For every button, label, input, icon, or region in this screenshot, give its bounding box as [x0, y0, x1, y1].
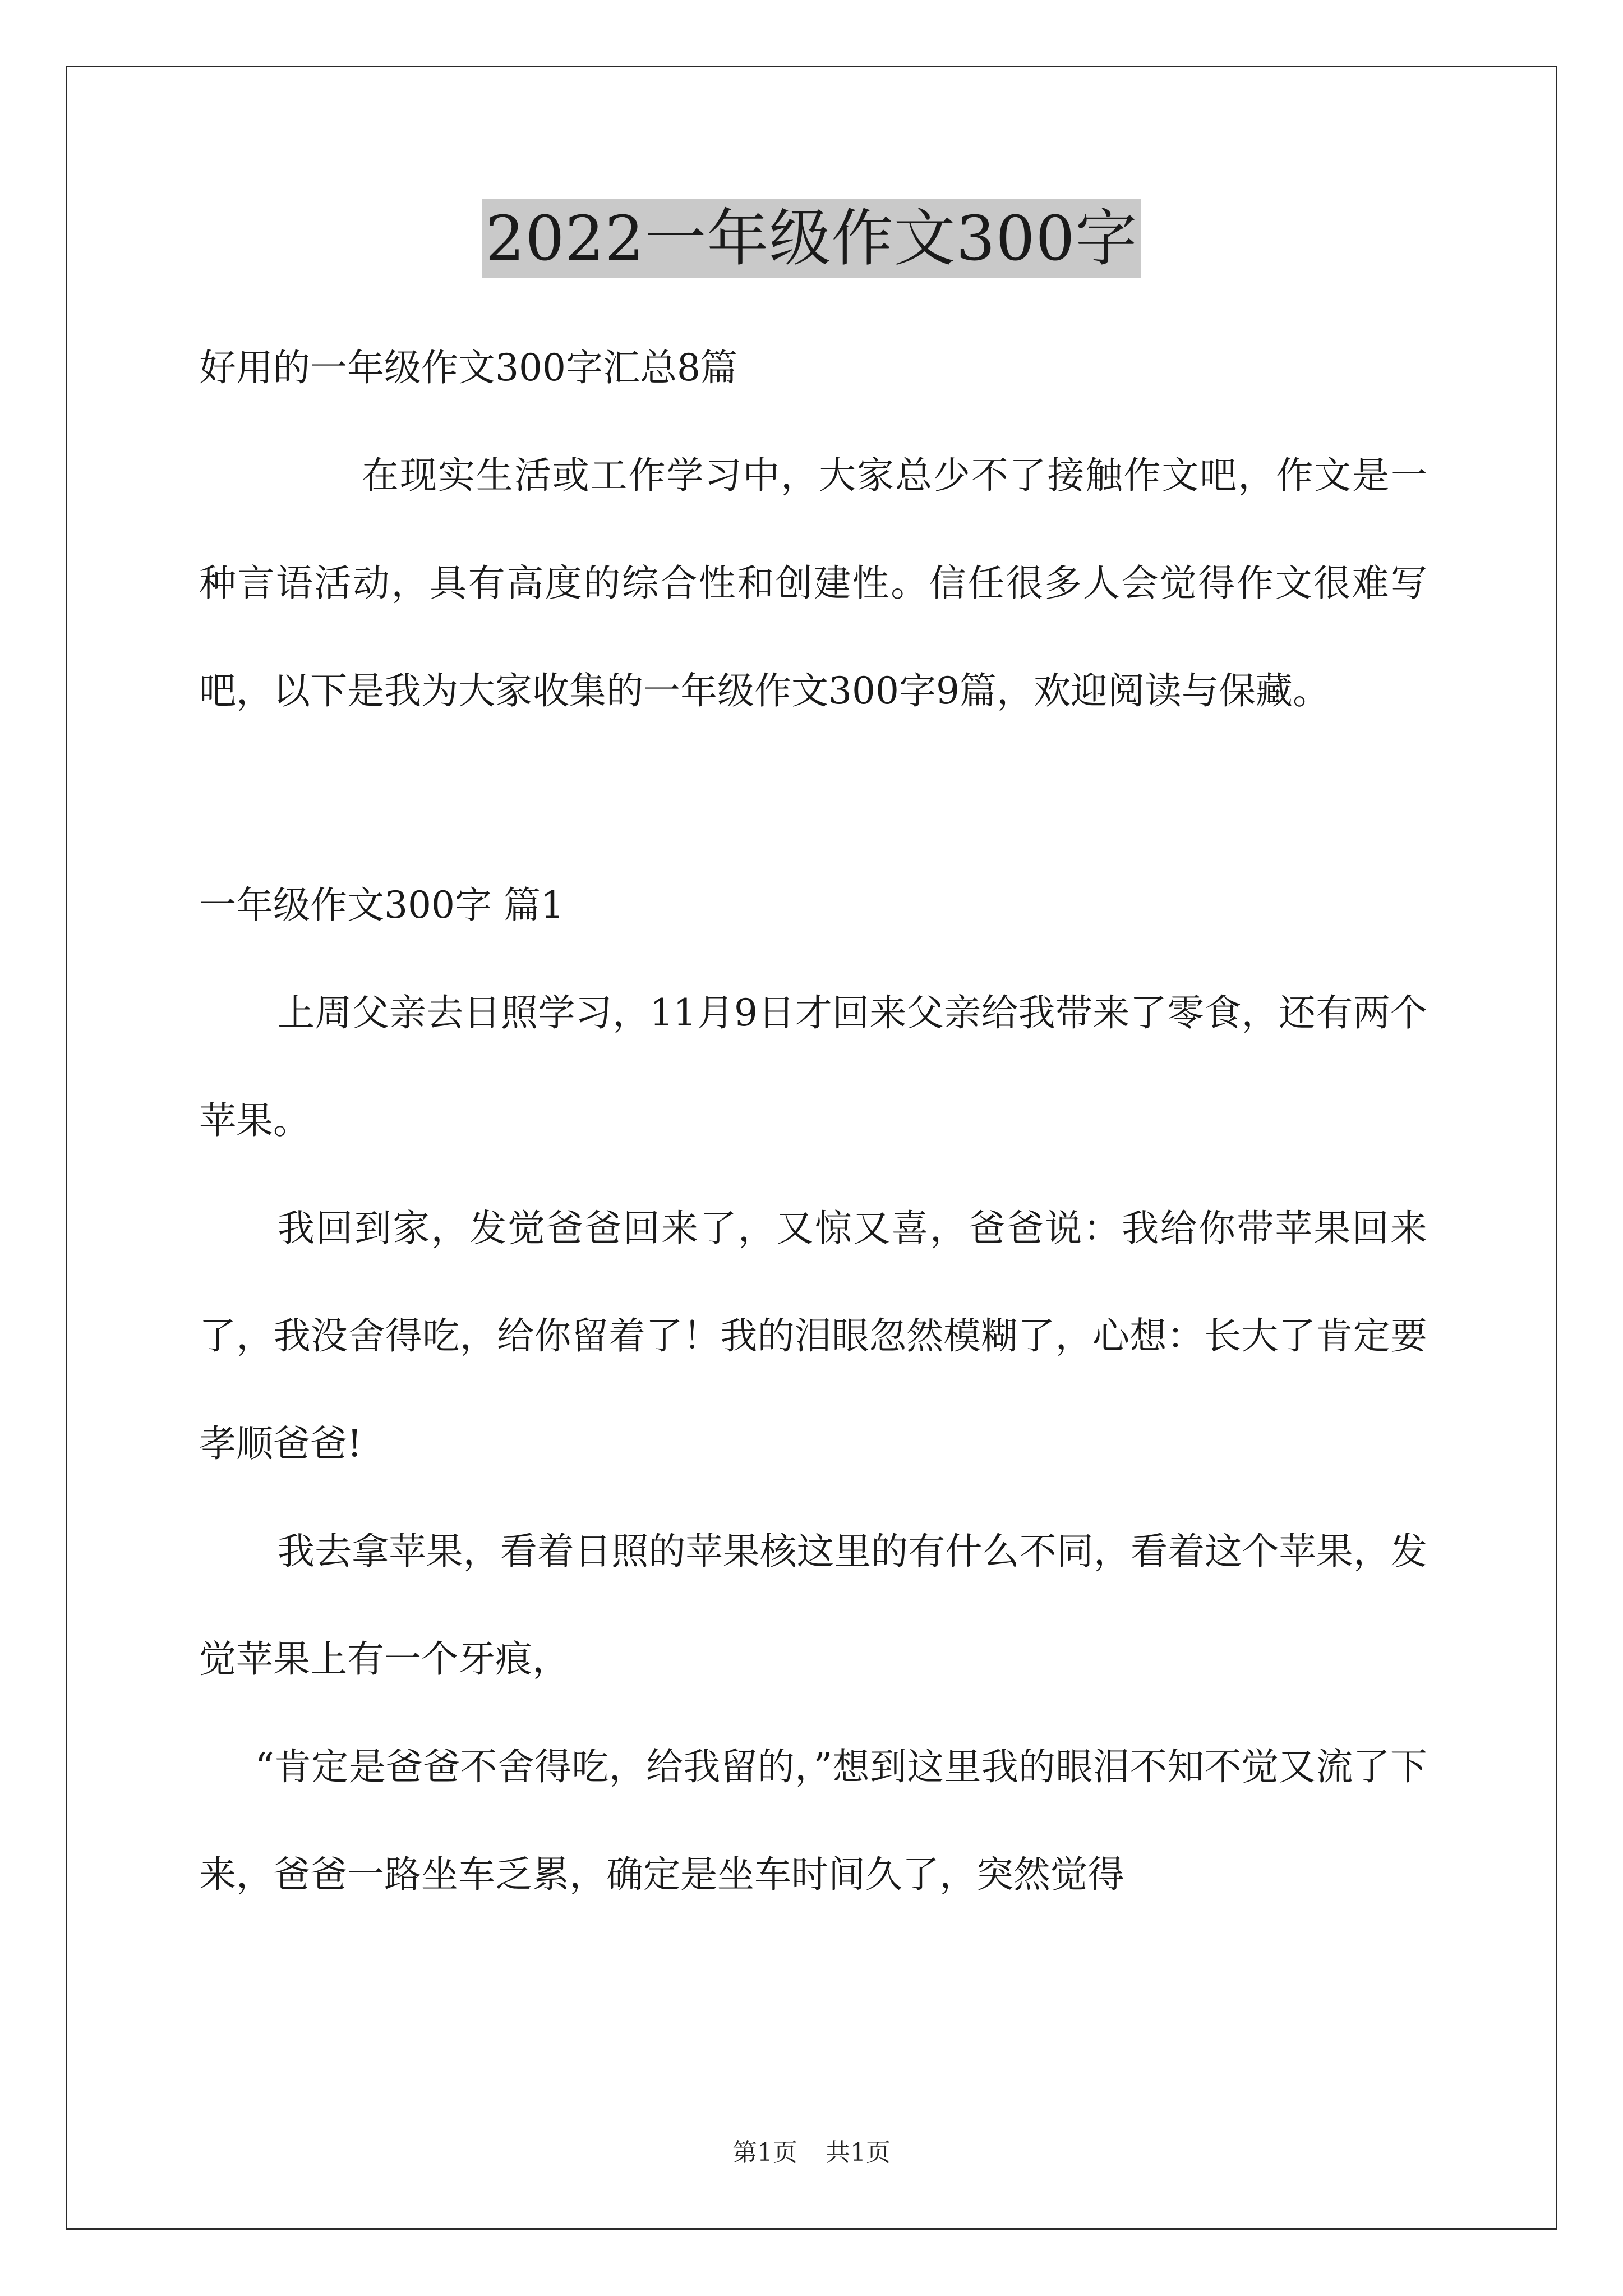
- section-heading: 一年级作文300字 篇1: [199, 884, 564, 927]
- document-title: 2022一年级作文300字: [482, 199, 1141, 278]
- intro-paragraph: 在现实生活或工作学习中，大家总少不了接触作文吧，作文是一种言语活动，具有高度的综合性和创建性。信任很多人会觉得作文很难写吧，以下是我为大家收集的一年级作文300字9篇，欢迎阅读与保藏。: [199, 454, 1427, 712]
- page-footer: [0, 2136, 1623, 2170]
- document-subtitle: 好用的一年级作文300字汇总8篇: [199, 346, 737, 389]
- body-paragraph: 我回到家，发觉爸爸回来了，又惊又喜，爸爸说：我给你带苹果回来了，我没舍得吃，给你留着了！我的泪眼忽然模糊了，心想：长大了肯定要孝顺爸爸!: [199, 1207, 1427, 1465]
- title-container: [0, 199, 1623, 278]
- page-total: 共1页: [826, 2138, 891, 2167]
- document-body: [199, 314, 1427, 1929]
- body-paragraph: “肯定是爸爸不舍得吃，给我留的，”想到这里我的眼泪不知不觉又流了下来，爸爸一路坐车乏累，确定是坐车时间久了，突然觉得: [199, 1745, 1427, 1896]
- body-paragraph: 上周父亲去日照学习，11月9日才回来父亲给我带来了零食，还有两个苹果。: [199, 991, 1427, 1142]
- page-number: 第1页: [732, 2138, 797, 2167]
- body-paragraph: 我去拿苹果，看着日照的苹果核这里的有什么不同，看着这个苹果，发觉苹果上有一个牙痕，: [199, 1530, 1427, 1681]
